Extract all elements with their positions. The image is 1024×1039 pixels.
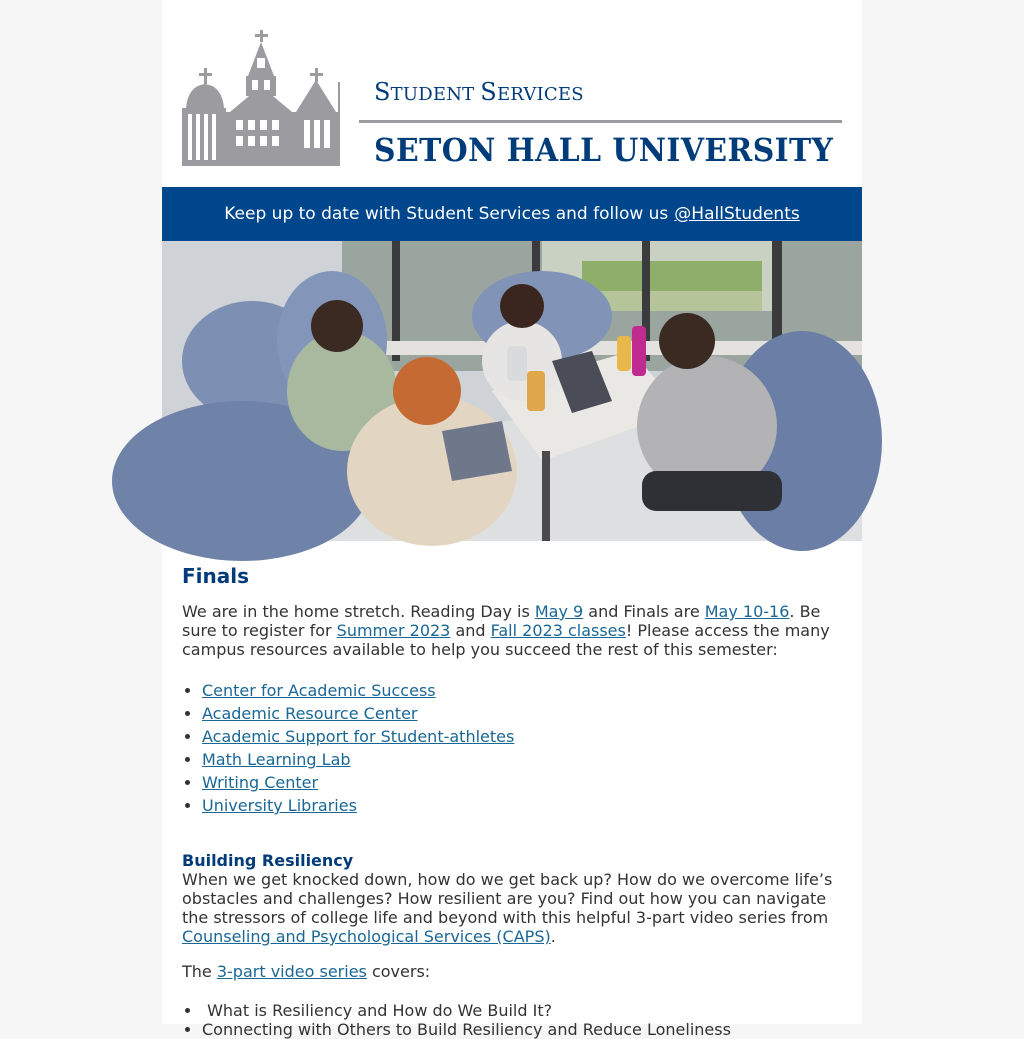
fall-2023-classes-link[interactable]: Fall 2023 classes — [490, 621, 626, 640]
summer-2023-link[interactable]: Summer 2023 — [336, 621, 451, 640]
list-item — [202, 794, 842, 817]
list-item — [202, 725, 842, 748]
list-item — [202, 679, 842, 702]
student-athletes-support-link[interactable]: Academic Support for Student-athletes — [202, 727, 515, 746]
hallstudents-link[interactable]: @HallStudents — [674, 204, 800, 224]
finals-paragraph: We are in the home stretch. Reading Day is May 9 and Finals are May 10-16. Be sure to register for Summer 2023 and Fall 2023 classes! Please access the many campus resources available to help you succeed the rest of this semester: — [182, 602, 830, 659]
list-item — [202, 771, 842, 794]
writing-center-link[interactable]: Writing Center — [202, 773, 319, 792]
resources-list — [182, 679, 842, 817]
hero-photo — [162, 241, 862, 541]
logo-title: SETON HALL UNIVERSITY — [374, 131, 834, 169]
list-item: • Connecting with Others to Build Resiliency and Reduce Loneliness — [202, 1020, 842, 1039]
list-item: • What is Resiliency and How do We Build It? — [202, 1001, 842, 1020]
video-series-link[interactable]: 3-part video series — [216, 962, 367, 981]
header-logo[interactable] — [162, 0, 862, 187]
resiliency-heading: Building Resiliency — [182, 851, 354, 870]
logo-subtitle: STUDENT SERVICES — [374, 78, 584, 106]
series-intro: The 3-part video series covers: — [182, 962, 431, 981]
finals-dates-link[interactable]: May 10-16 — [704, 602, 790, 621]
math-learning-lab-link[interactable]: Math Learning Lab — [202, 750, 351, 769]
caps-link[interactable]: Counseling and Psychological Services (CAPS) — [182, 927, 551, 946]
follow-banner — [162, 187, 862, 241]
list-item — [202, 748, 842, 771]
academic-resource-center-link[interactable]: Academic Resource Center — [202, 704, 418, 723]
email-body — [162, 541, 862, 1039]
email-container — [162, 0, 862, 1039]
reading-day-link[interactable]: May 9 — [534, 602, 584, 621]
university-libraries-link[interactable]: University Libraries — [202, 796, 357, 815]
resiliency-paragraph: When we get knocked down, how do we get back up? How do we overcome life’s obstacles and challenges? How resilient are you? Find out how you can navigate the stressors of college life and beyond with this helpful 3-part video series from Counseling and Psychological Services (CAPS). — [182, 870, 833, 946]
university-buildings-logo-icon — [182, 28, 342, 168]
students-studying-photo-icon — [162, 241, 862, 541]
topics-list — [182, 1001, 842, 1039]
list-item — [202, 702, 842, 725]
finals-heading: Finals — [182, 564, 250, 588]
banner-text: Keep up to date with Student Services and follow us — [224, 204, 669, 224]
center-for-academic-success-link[interactable]: Center for Academic Success — [202, 681, 436, 700]
logo-rule — [359, 120, 842, 123]
logo-divider — [338, 82, 340, 166]
